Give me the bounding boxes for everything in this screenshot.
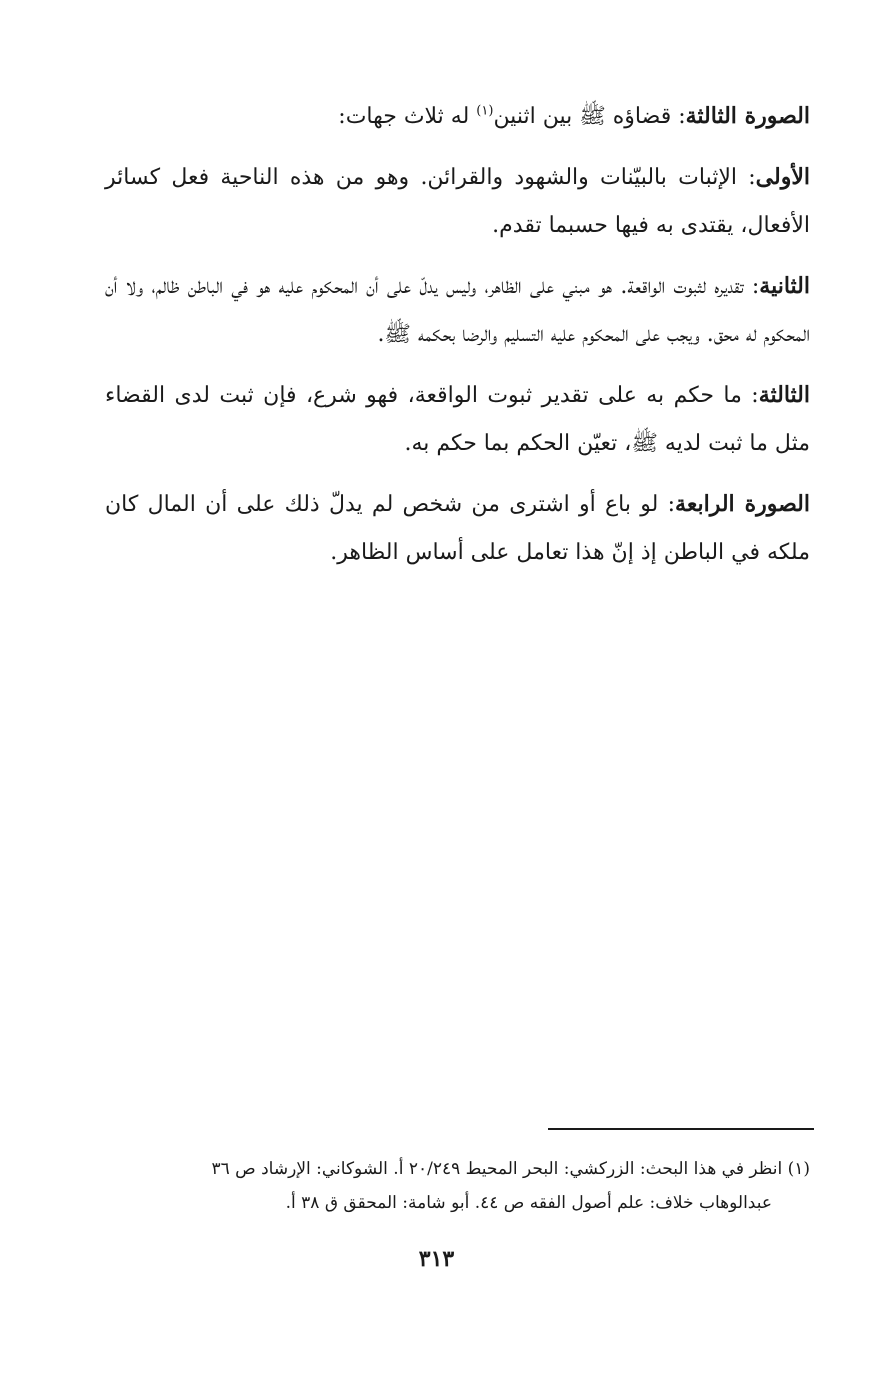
paragraph-text: : ما حكم به على تقدير ثبوت الواقعة، فهو شرع، فإن ثبت لدى القضاء مثل ما ثبت لديه ﷺ، تعيّن الحكم بما حكم به.: [105, 383, 810, 456]
footnotes-section: [105, 1152, 810, 1220]
footnote-marker: (١): [787, 1159, 810, 1179]
paragraph-first-aspect: [105, 153, 810, 250]
paragraph-lead: الثانية: [759, 273, 810, 299]
paragraph-lead: الصورة الرابعة: [675, 491, 810, 517]
paragraph-text: : تقديره لثبوت الواقعة. هو مبني على الظاهر، وليس يدلّ على أن المحكوم عليه هو في الباطن ظالم، ولا أن المحكوم له محق. ويجب على المحكوم عليه التسليم والرضا بحكمه ﷺ.: [105, 274, 810, 347]
footnote-line-1: انظر في هذا البحث: الزركشي: البحر المحيط ٢٠/٢٤٩ أ. الشوكاني: الإرشاد ص ٣٦: [211, 1159, 788, 1179]
footnote-1: [105, 1152, 810, 1220]
paragraph-text: : قضاؤه ﷺ بين اثنين: [493, 104, 686, 129]
paragraph-second-aspect: [105, 262, 810, 359]
main-text: [105, 92, 810, 589]
paragraph-fourth-form: [105, 480, 810, 577]
paragraph-lead: الأولى: [755, 164, 810, 190]
footnote-line-2: عبدالوهاب خلاف: علم أصول الفقه ص ٤٤. أبو شامة: المحقق ق ٣٨ أ.: [285, 1193, 772, 1213]
page-number: ٣١٣: [418, 1246, 455, 1272]
footnote-reference[interactable]: (١): [476, 103, 494, 119]
paragraph-text: له ثلاث جهات:: [338, 104, 477, 129]
paragraph-lead: الصورة الثالثة: [685, 103, 810, 129]
footnote-divider: [548, 1128, 814, 1130]
paragraph-text: : لو باع أو اشترى من شخص لم يدلّ ذلك على أن المال كان ملكه في الباطن إذ إنّ هذا تعامل على أساس الظاهر.: [105, 492, 810, 565]
paragraph-text: : الإثبات بالبيّنات والشهود والقرائن. وهو من هذه الناحية فعل كسائر الأفعال، يقتدى به فيها حسبما تقدم.: [105, 165, 810, 238]
paragraph-lead: الثالثة: [758, 382, 810, 408]
paragraph-third-form: [105, 92, 810, 141]
paragraph-third-aspect: [105, 371, 810, 468]
